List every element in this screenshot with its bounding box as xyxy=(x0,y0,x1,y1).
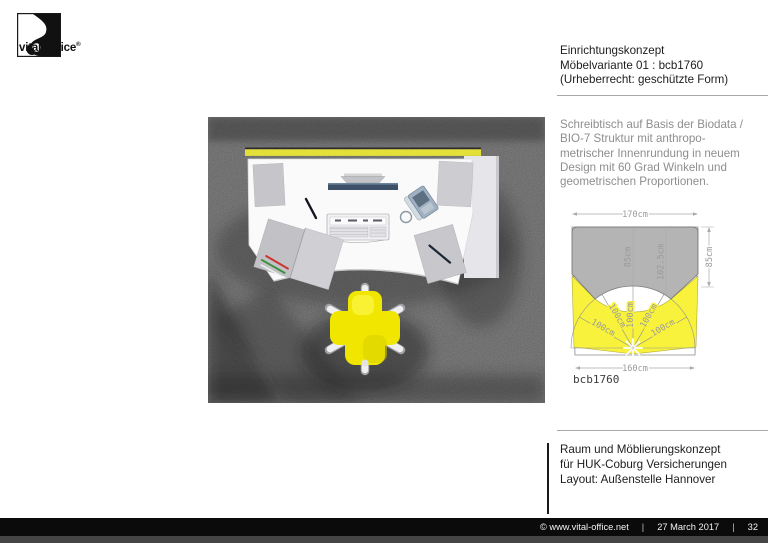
description-block xyxy=(560,118,768,189)
model-label: bcb1760 xyxy=(573,373,620,386)
footer-accent-line xyxy=(547,443,549,514)
description-line: metrischer Innenrundung in neuem xyxy=(560,146,740,160)
dim-offset-label: 102.5cm xyxy=(656,243,667,281)
separator: | xyxy=(641,522,645,532)
desk-render-image xyxy=(208,117,545,403)
description-line: Design mit 60 Grad Winkeln und xyxy=(560,160,727,174)
description-line: Schreibtisch auf Basis der Biodata / xyxy=(560,118,744,131)
footer-line: für HUK-Coburg Versicherungen xyxy=(560,458,727,471)
dim-bottom-label: 160cm xyxy=(622,364,648,374)
separator: | xyxy=(732,522,735,532)
paper-sheet-left xyxy=(253,163,285,207)
chair-symbol xyxy=(624,339,642,357)
paper-sheet-right xyxy=(437,161,473,207)
reach-label: 100cm xyxy=(626,302,636,328)
back-panel-strip xyxy=(245,148,481,156)
status-bar-bottom-strip xyxy=(0,536,768,543)
reach-label: 100cm xyxy=(649,317,677,340)
dim-right-label: 85cm xyxy=(705,246,715,268)
status-bar xyxy=(0,518,768,536)
title-divider xyxy=(557,95,768,96)
logo-text: vital-Office® xyxy=(19,40,81,54)
registered-mark: ® xyxy=(76,40,81,48)
footer-block xyxy=(560,442,768,487)
dimension-diagram xyxy=(553,200,733,400)
dim-top-label: 170cm xyxy=(622,210,648,220)
dim-center-label: 85cm xyxy=(623,246,634,268)
concept-title: Einrichtungskonzept xyxy=(560,44,665,57)
reach-label: 100cm xyxy=(605,302,628,330)
copyright-url: © www.vital-office.net xyxy=(539,522,629,532)
copyright-note: (Urheberrecht: geschützte Form) xyxy=(560,73,729,87)
footer-divider xyxy=(557,430,768,431)
reach-label: 100cm xyxy=(638,302,661,330)
title-block xyxy=(560,44,768,88)
description-line: geometrischen Proportionen. xyxy=(560,175,709,189)
footer-line: Raum und Möblierungskonzept xyxy=(560,443,721,456)
date-label: 27 March 2017 xyxy=(657,522,720,532)
footer-line: Layout: Außenstelle Hannover xyxy=(560,473,716,486)
description-line: BIO-7 Struktur mit anthropo- xyxy=(560,132,706,146)
variant-title: Möbelvariante 01 : bcb1760 xyxy=(560,58,704,72)
reach-label: 100cm xyxy=(589,317,617,340)
page-number: 32 xyxy=(747,522,758,532)
